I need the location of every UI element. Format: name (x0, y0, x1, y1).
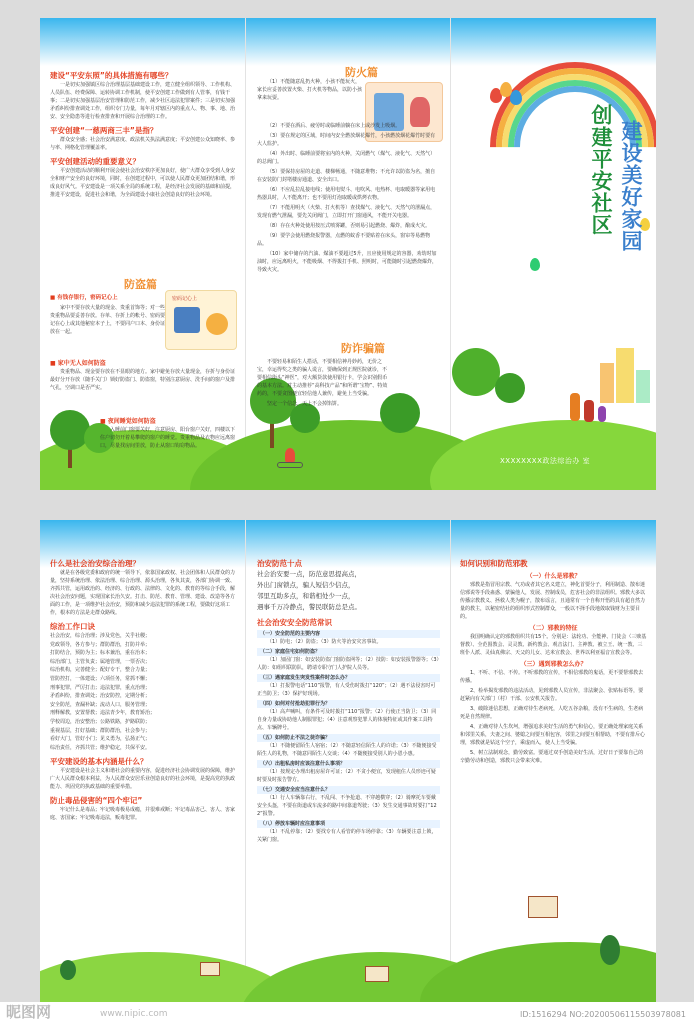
qa-heading: （六）出租私房时应该注意什么事项？ (257, 760, 440, 768)
qa-body: （1）按规定办理出租房屋许可证；（2）不贪小便宜，发现租住人员形迹可疑时要及时报告警方。 (257, 769, 436, 783)
qa-body: （1）不随便留陌生人宿宿；（2）不随意轻信陌生人的许诺；（3）不随便接受陌生人的礼物，不随意同陌生人交谈；（4）不随便接受别人的小恩小惠。 (257, 743, 437, 757)
paragraph: 3、破除迷信思想，正确对待生老病死，人吃五谷杂粮，没有不生病的，生老病死是自然规律。 (460, 706, 644, 720)
section-title-anti-theft: 防盗篇 (124, 278, 157, 291)
heading: 社会治安安全防范常识 (257, 618, 332, 627)
subheading: ■ 夜间睡觉如何防盗 (100, 418, 156, 425)
qa-body: （1）不乱停靠；（2）要找专有人看管的停车场停靠；（3）车辆要注意上锁，关紧门窗。 (257, 829, 437, 843)
heading: 如何识别和防范邪教 (460, 559, 528, 568)
safe-box-illustration (165, 290, 237, 350)
fire-item: （2）不要在酒后、疲劳时或临睡前躺在床上或沙发上吸烟。 (267, 123, 401, 129)
family-figure (570, 393, 580, 421)
fire-item: （1）不能随意乱扔火种，小孩不能玩火，家长应妥善放置火柴、打火机等物品，以防小孩拿来玩耍。 (257, 79, 363, 101)
fire-item: （6）不应乱拉乱接电线；使用电熨斗、电吹风、电热杯、电取暖器等家用电热器具时，人不能离开；也不要用灯泡取暖或烘烤衣物。 (257, 187, 436, 201)
heading: 什么是社会治安综合治理？ (50, 559, 140, 568)
panel-1-content-b (50, 304, 165, 338)
verse-line: 社会治安要一点，防范意思提高点， (257, 570, 361, 578)
brochure-outside (40, 18, 656, 490)
verse-line: 学校周边，治安整治；公路铁路，护路联防； (50, 718, 151, 725)
qa-heading: （五）如何防止不法之徒诈骗？ (257, 734, 440, 742)
qa-heading: （三）遇家庭发生突发性案件时怎么办？ (257, 674, 440, 682)
watermark-bar (0, 1002, 694, 1024)
heading: 防止毒品侵害的“四个牢记” (50, 796, 143, 806)
verse-line: 看好大门，管好小门；见义勇为，弘扬正气； (50, 736, 151, 743)
paragraph: 5、树立法制观念，勤劳致富。要通过双手创造美好生活，过好日子要靠自己的辛勤劳动和创造，邪教只会带来灾难。 (460, 750, 644, 764)
panel-2-content (257, 122, 440, 276)
fire-item: （4）外出时、临睡前要将室内的火种，关闭燃气（煤气、液化气、天然气）的总阀门。 (257, 151, 436, 165)
fire-item: （8）存在火种处使用按压式喷雾罐，否则易引起燃烧、爆炸，酿成火灾。 (267, 223, 431, 229)
child-figure (285, 448, 295, 462)
building (600, 363, 614, 403)
verse-line: 安全防范，查漏补缺；流动人口，服务管理； (50, 701, 151, 708)
subheading: （一）什么是邪教？ (526, 573, 581, 580)
qa-body: （1）加固门窗：如安装防盗门窗防盗网等；（2）技防：如安装报警器等；（3）人防：如组织联防队，聘请专职守门人护院人员等。 (257, 657, 440, 671)
illustration-label: 密码记心上 (172, 296, 198, 302)
person-icon (206, 313, 228, 335)
watermark-id: ID:1516294 NO:20200506115503978081 (519, 1010, 686, 1019)
balloon-icon (530, 258, 540, 271)
subheading: （二）邪教的特征 (529, 625, 578, 632)
panel-1-content-d (100, 414, 237, 452)
verse-line: 党政领导，各方参与；群防群治，打防并举； (50, 641, 151, 648)
qa-heading: （八）停放车辆时应注意事项 (257, 820, 440, 828)
heading: 平安创建活动的重要意义？ (50, 157, 140, 166)
organization-name: XXXXXXXX政法综治办 室 (500, 457, 591, 465)
cover-title-right: 建设美好家园 (619, 120, 643, 252)
subheading: ■ 有钱存银行，密码记心上 (50, 295, 118, 301)
subheading-text: 夜间睡觉如何防盗 (107, 418, 156, 425)
paragraph: 家中不要存放大量的现金、贵重首饰等；对一些贵重物品要妥善存放。存单、存折上的帐号、密码要记在心上或其他秘密本子上，不要同户口本、身份证放在一起。 (50, 305, 166, 335)
inside-panel-2-content (257, 554, 440, 846)
verse-line: 管防控打，一体建设；六项任务，常抓不懈； (50, 675, 151, 682)
qa-heading: （一）安全防范的主要内容 (257, 630, 440, 638)
verse-line: 综治机构，完善健全；配好专干，整合力量； (50, 667, 151, 674)
qa-heading: （七）交通安全应当注意什么？ (257, 786, 440, 794)
verse-line: 刑事犯罪，严厉打击；违法犯罪，重点治理； (50, 684, 151, 691)
paragraph: 就是在各级党委和政府的统一领导下，依靠国家政权、社会团体和人民群众的力量，坚持系统治理、依法治理、综合治理、源头治理，各负其责，各部门协调一致、齐抓共管，运用政治的、经济的、行政的、法律的、文化的、教育的等综合手段，解决社会治安问题，实现国家长治久安。打击、防范、教育、管理、建设、改造等各方面的工作，是一项维护社会治安，预防和减少违法犯罪的系统工程，要做好这项工作，根本的方法是走群众路线。 (50, 570, 236, 616)
verse-line: 综治责任，齐抓共管；维护稳定，共保平安。 (50, 744, 151, 751)
qa-heading: （二）家庭住宅如何防盗？ (257, 648, 440, 656)
paragraph: 1、不听、不信、不传。不听邪教的宣传，不相信邪教的鬼话，更不要帮邪教去传播。 (460, 670, 644, 684)
subheading: （三）遇到邪教怎么办？ (520, 661, 587, 668)
panel-1 (40, 18, 245, 490)
inside-panel-1 (40, 520, 245, 1002)
paragraph: 坚定一个信念，天上不会掉馅饼。 (267, 401, 343, 407)
inside-panel-2 (245, 520, 450, 1002)
panel-3-cover (450, 18, 655, 490)
panel-2-content-top (257, 78, 364, 104)
verse-line: 重视基层，打好基础；群防群治，社会参与； (50, 727, 151, 734)
subheading-text: 家中无人如何防盗 (57, 360, 106, 367)
verse-line: 综治部门，主管负责；属地管理，一票否决； (50, 658, 151, 665)
heading: 建设“平安东照”的具体措施有哪些？ (50, 71, 173, 80)
verse-line: 外出门窗锁点，骗人短信少信点， (257, 581, 355, 589)
verse-line: 打防结合，预防为主；标本兼治，重在治本； (50, 650, 151, 657)
qa-body: （1）防电；（2）防盗；（3）防火等治安灾害事故。 (267, 639, 382, 645)
fire-item: （3）要在规定的区域，时间内安全燃放烟花爆竹，小孩燃放烟花爆竹时要有大人监护。 (257, 133, 436, 147)
paragraph: 2、检举揭发邪教的违法活动，见到邪教人员宣传，非法聚会、张贴标语等，要赶紧向有关部门（村）干部、公安机关报告。 (460, 688, 644, 702)
section-title-anti-fraud: 防诈骗篇 (341, 342, 385, 355)
panel-1-content (50, 66, 237, 201)
inside-panel-3 (450, 520, 655, 1002)
heading: 平安创建“一慈两商三丰”是指？ (50, 126, 158, 135)
subheading-text: 有钱存银行，密码记心上 (57, 295, 118, 301)
paragraph: 牢记什么是毒品；牢记吸毒极易成瘾，并很难戒断；牢记毒品害己、害人、害家庭、害国家；牢记吸毒违法，贩毒犯罪。 (50, 807, 236, 822)
paragraph: 贵重物品、现金要存放在不显眼的地方。家中避免存放大量现金，存折与身份证最好分开存放（随手关门）锁好防盗门、防盗窗，特别注意厨房、洗手间的窗户及排气孔，空调口是否严实。 (50, 369, 236, 391)
verse-line: 邻里互助多点，和谐相处少一点， (257, 592, 355, 600)
verse-block (257, 569, 440, 613)
fire-item: （9）要学会使用燃烧报警器，点燃的蚊香不要贴着在床头，窗帘等易燃物品。 (257, 233, 431, 247)
inside-panel-1-content (50, 554, 237, 824)
heading: 平安建设的基本内涵是什么？ (50, 757, 148, 767)
brochure-inside (40, 520, 656, 1002)
paragraph: 邪教是指冒用宗教、气功或者其它名义建立，神化首要分子，利用制造、散布迷信邪说等手段蛊惑、蒙骗他人，发展、控制成员，危害社会的非法组织。邪教大多以传播宗教教义、拯救人类为幌子，散布谣言，且通常有一个自称开悟的具有超自然力量的教主，以秘密结社的组织形式控制群众，一般以不择手段地敛取钱财为主要目的。 (460, 582, 646, 620)
paragraph: 我国明确认定的邪教组织共有15个。分别是：法轮功、全能神、门徒会（三赎基督教）、全范围教会、灵灵教、新约教会、观音法门、主神教、被立王、统一教、三班仆人派、灵仙真佛宗、天父的儿女、达米宣教会、世界以利亚福音宣教会等。 (460, 634, 647, 656)
qa-heading: （四）如何对付抢劫犯罪行为？ (257, 700, 440, 708)
heading: 治安防范十点 (257, 559, 302, 568)
qa-body: （1）行人车辆靠右行，不乱闯、不争抢道、不穿越横穿；（2）骑摩托车要戴安全头盔，不要在街道或车流多的路中间靠道驾驶；（3）发生交通事故时要打“122”报警。 (257, 795, 437, 817)
family-figure (598, 406, 606, 422)
verse-block (50, 632, 237, 752)
verse-line: 遇事千万冷静点，警民联防总是点。 (257, 603, 361, 611)
bicycle-icon (277, 462, 303, 468)
safe-icon (174, 307, 200, 333)
subheading: ■ 家中无人如何防盗 (50, 360, 106, 367)
verse-line: 刑释解教，安置帮教；违法青少年，教育矫治； (50, 710, 156, 717)
inside-panel-3-content (460, 554, 647, 767)
paragraph: 平安建设是社会主义和谐社会的重要内容，促进经济社会协调发展的保障，维护广大人民群众根本利益，为人民群众安居乐业创造良好的社会环境，是提高党的执政能力、巩固党的执政基础的重要举措。 (50, 768, 236, 791)
qa-body: （1）高声喊叫，有条件可及时拨打“110”报警；（2）行使正当防卫；（3）同自身力量或协助他人制服罪犯；（4）注意观察犯罪人的体貌特征或其作案工具特点、车辆牌号。 (257, 709, 437, 731)
heading: 综治工作口诀 (50, 622, 95, 631)
fire-item: （5）要保持房屋的走道、楼梯畅通，不随意堆物；不允许以防盗为名，擅自在安装防门封堵楼房通道、安全出口。 (257, 169, 436, 183)
panel-2 (245, 18, 450, 490)
verse-line: 社会治安，综合治理；涉及党色，关乎社稷； (50, 633, 151, 639)
panel-1-content-c (50, 356, 237, 394)
verse-line: 矛盾纠纷，排查调处；治安防控，定期分析； (50, 693, 151, 700)
watermark-logo: 昵图网 (6, 1003, 52, 1021)
panel-2-content-fraud (257, 358, 390, 410)
fire-item: （7）不能用明火（火柴、打火机等）查找煤气、液化气、天然气的泄漏点，发现有燃气泄漏，要先关闭阀门，立即打开门窗通风，不能开关电器。 (257, 205, 436, 219)
family-figure (584, 400, 594, 422)
paragraph: 群众安全感；社会治安满意度、政法机关执法满意度；平安创建公众知晓率、参与率、网格化管理覆盖率。 (50, 137, 236, 151)
watermark-site: www.nipic.com (100, 1009, 168, 1019)
cover-title-left: 创建平安社区 (589, 104, 613, 236)
paragraph: 不要轻易和陌生人搭话，不要相信神丹妙药，无价之宝，幸运得奖之类的骗人谎言，要确保到正规医院就诊，不要相信街头“神医”，对大额货款使用银行卡，学会识别假币的基本方法。对主动推荐“高科技产品”和所谓“宝物”、特效药的，不要贪图便宜轻信他人兼传，避免上当受骗。 (257, 359, 388, 397)
paragraph: 一是切实加强镇区综合治理基层基础建设工作，建立健全组织领导、工作机构、人员队伍、经费保障、运转协调工作机制，使平安创建工作做到有人管事，有钱干事；二是切实加强基层治安管理和防范工作，减少社区违法犯罪案件；三是切实加强矛盾纠纷排查调处工作，组织专门力量，每年月对辖区内的重点人、物、事、地、治安、安全隐患等进行检查排查和开展综合治理的工作。 (50, 82, 236, 120)
paragraph: 平安创建活动的顺利开展会使社会治安秩序更加良好，使广大群众享受到人身安全和财产安全的良好环境，同时，在创建过程中，可以使人民群众更加团结和谐，形成良好风气。平安建设是一项关系全局的系统工程，是经济社会发展的基础和前提，推进平安建设，促进社会和谐，为全面建设小康社会创造良好的社会环境。 (50, 168, 236, 198)
qa-body: （1）打报警电话“110”报警，有人受伤时拨打“120”；（2）遇不法侵害时可正当防卫；（3）保护好现场。 (257, 683, 436, 697)
building (636, 370, 650, 403)
fire-item: （10）家中储存的汽油、煤油不要超过5升，且应使用规定的容器，劝幼时加油时，应远离明火，不能吸烟、不得拨打手机、照明时，可能随时引起燃烧爆炸，导致火灾。 (257, 251, 438, 273)
section-title-fire: 防火篇 (345, 66, 378, 79)
paragraph: 入睡前门窗要关好，注意厨房、阳台窗户关好，四楼以下住户切勿开着易攀爬的窗户的睡觉。贵重物品及衣物应远离窗口，尽量找房间里放，防止从窗口钩窃物品。 (100, 427, 236, 449)
building (616, 348, 634, 403)
balloon-icon (510, 90, 522, 105)
paragraph: 4、正确对待人生坎坷，增强追求美好生活的勇气和信心，要正确处理家庭关系和邻里关系，夫妻之间、婆媳之间要互相包容，邻里之间要互相帮助，不要有排斥心理，邪教就是钻这个空子，乘虚而入，使人上当受骗。 (460, 724, 646, 746)
